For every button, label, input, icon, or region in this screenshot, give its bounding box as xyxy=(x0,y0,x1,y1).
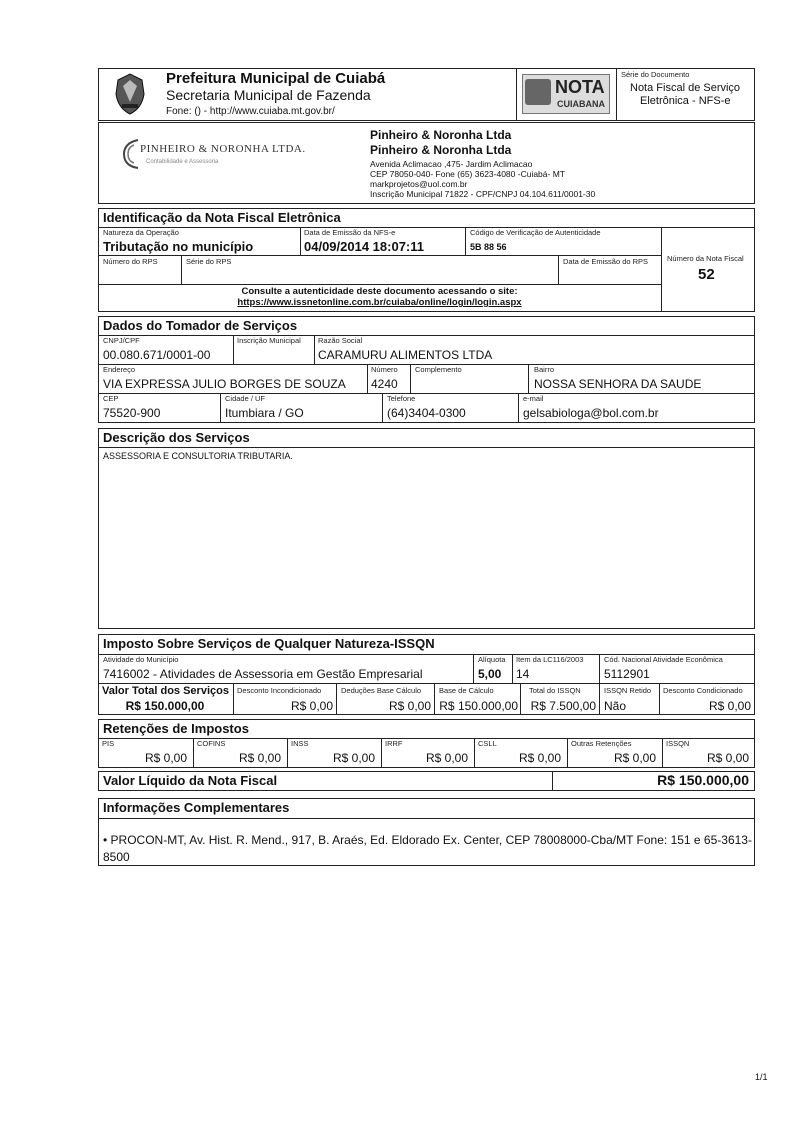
retido-value: Não xyxy=(604,699,627,713)
cep-label: CEP xyxy=(103,394,119,403)
atividade-label: Atividade do Município xyxy=(103,655,179,664)
endereco-value: VIA EXPRESSA JULIO BORGES DE SOUZA xyxy=(103,377,346,391)
serie-value-1: Nota Fiscal de Serviço xyxy=(630,82,741,94)
valor-total-value: R$ 150.000,00 xyxy=(125,699,205,713)
page-number: 1/1 xyxy=(755,1072,768,1082)
header-title: Prefeitura Municipal de Cuiabá xyxy=(166,70,386,87)
numero-nota-value: 52 xyxy=(698,266,715,283)
endereco-label: Endereço xyxy=(103,365,136,374)
emitter-name-1: Pinheiro & Noronha Ltda xyxy=(370,128,512,142)
retencao-value: R$ 0,00 xyxy=(613,751,656,765)
total-iss-label: Total do ISSQN xyxy=(529,686,581,695)
cidade-label: Cidade / UF xyxy=(225,394,266,403)
inscricao-label: Inscrição Municipal xyxy=(237,336,301,345)
cidade-value: Itumbiara / GO xyxy=(225,406,304,420)
logo-sub: CUIABANA xyxy=(557,99,605,109)
identificacao-title: Identificação da Nota Fiscal Eletrônica xyxy=(103,210,341,225)
numero-nota-label: Número da Nota Fiscal xyxy=(667,254,744,263)
retido-label: ISSQN Retido xyxy=(604,686,652,695)
rps-numero-label: Número do RPS xyxy=(103,257,158,266)
retencao-value: R$ 0,00 xyxy=(706,751,749,765)
aliquota-label: Alíquota xyxy=(478,655,506,664)
razao-value: CARAMURU ALIMENTOS LTDA xyxy=(318,348,493,362)
telefone-value: (64)3404-0300 xyxy=(387,406,466,420)
cod-value: 5112901 xyxy=(604,667,650,681)
coat-of-arms-icon xyxy=(112,72,148,116)
email-value[interactable]: gelsabiologa@bol.com.br xyxy=(523,406,659,420)
retencao-value: R$ 0,00 xyxy=(144,751,187,765)
razao-label: Razão Social xyxy=(318,336,363,345)
rps-data-label: Data de Emissão do RPS xyxy=(563,257,649,266)
consulte-text: Consulte a autenticidade deste documento acessando o site: xyxy=(241,286,518,297)
retencoes-title: Retenções de Impostos xyxy=(103,721,249,736)
desc-incond-label: Desconto Incondicionado xyxy=(237,686,322,695)
retencao-label: COFINS xyxy=(197,739,226,748)
liquido-label: Valor Líquido da Nota Fiscal xyxy=(103,773,278,788)
data-emissao-value: 04/09/2014 18:07:11 xyxy=(304,239,424,254)
logo-text: NOTA xyxy=(555,77,605,97)
cep-value: 75520-900 xyxy=(103,406,161,420)
header-subtitle: Secretaria Municipal de Fazenda xyxy=(166,87,371,103)
retencao-value: R$ 0,00 xyxy=(518,751,561,765)
natureza-value: Tributação no município xyxy=(103,239,254,254)
emitter-logo-tagline: Contabilidade e Assessoria xyxy=(146,159,219,165)
complemento-label: Complemento xyxy=(415,365,462,374)
emitter-address: Avenida Aclimacao ,475- Jardim Aclimacao xyxy=(370,159,533,169)
retencao-label: INSS xyxy=(291,739,309,748)
numero-value: 4240 xyxy=(371,377,398,391)
serie-label: Série do Documento xyxy=(621,70,690,79)
emitter-name-2: Pinheiro & Noronha Ltda xyxy=(370,143,512,157)
emitter-cep-fone: CEP 78050-040- Fone (65) 3623-4080 -Cuiabá- MT xyxy=(370,169,565,179)
atividade-value: 7416002 - Atividades de Assessoria em Gestão Empresarial xyxy=(103,667,423,681)
natureza-label: Natureza da Operação xyxy=(103,228,179,237)
descricao-text: ASSESSORIA E CONSULTORIA TRIBUTARIA. xyxy=(103,451,293,461)
liquido-value: R$ 150.000,00 xyxy=(657,772,749,788)
retencao-label: CSLL xyxy=(478,739,497,748)
codigo-label: Código de Verificação de Autenticidade xyxy=(470,228,601,237)
emitter-email: markprojetos@uol.com.br xyxy=(370,179,468,189)
retencao-label: ISSQN xyxy=(666,739,690,748)
consulte-link[interactable]: https://www.issnetonline.com.br/cuiaba/online/login/login.aspx xyxy=(237,297,522,308)
telefone-label: Telefone xyxy=(387,394,416,403)
emitter-logo xyxy=(118,137,338,177)
item-label: Item da LC116/2003 xyxy=(516,655,584,664)
desc-incond-value: R$ 0,00 xyxy=(290,699,333,713)
complementares-title: Informações Complementares xyxy=(103,800,290,815)
retencao-value: R$ 0,00 xyxy=(332,751,375,765)
emitter-inscricao: Inscrição Municipal 71822 - CPF/CNPJ 04.104.611/0001-30 xyxy=(370,189,596,199)
tomador-title: Dados do Tomador de Serviços xyxy=(103,318,298,333)
data-emissao-label: Data de Emissão da NFS-e xyxy=(304,228,396,237)
header-fone: Fone: () - http://www.cuiaba.mt.gov.br/ xyxy=(166,106,335,117)
total-iss-value: R$ 7.500,00 xyxy=(530,699,596,713)
nota-cuiabana-logo xyxy=(522,74,610,114)
deducoes-value: R$ 0,00 xyxy=(388,699,431,713)
rps-serie-label: Série do RPS xyxy=(186,257,232,266)
valor-total-label: Valor Total dos Serviços xyxy=(102,685,229,697)
retencao-label: Outras Retenções xyxy=(571,739,632,748)
item-value: 14 xyxy=(516,667,530,681)
aliquota-value: 5,00 xyxy=(478,667,502,681)
base-value: R$ 150.000,00 xyxy=(439,699,518,713)
cnpj-label: CNPJ/CPF xyxy=(103,336,140,345)
codigo-value: 5B 88 56 xyxy=(470,242,507,252)
cod-label: Cód. Nacional Atividade Econômica xyxy=(604,655,723,664)
desc-cond-value: R$ 0,00 xyxy=(708,699,751,713)
complementares-text: • PROCON-MT, Av. Hist. R. Mend., 917, B. Araés, Ed. Eldorado Ex. Center, CEP 78008000-Cba/MT Fone: 151 e 65-3613-8500 xyxy=(103,833,752,864)
base-label: Base de Cálculo xyxy=(439,686,494,695)
deducoes-label: Deduções Base Cálculo xyxy=(341,686,422,695)
bairro-label: Bairro xyxy=(534,365,555,374)
bairro-value: NOSSA SENHORA DA SAUDE xyxy=(534,377,702,391)
issqn-title: Imposto Sobre Serviços de Qualquer Natureza-ISSQN xyxy=(103,636,435,651)
serie-value-2: Eletrônica - NFS-e xyxy=(640,95,731,107)
email-label: e-mail xyxy=(523,394,544,403)
retencao-label: IRRF xyxy=(385,739,403,748)
retencao-value: R$ 0,00 xyxy=(238,751,281,765)
retencao-value: R$ 0,00 xyxy=(425,751,468,765)
descricao-title: Descrição dos Serviços xyxy=(103,430,250,445)
numero-label: Número xyxy=(371,365,398,374)
retencao-label: PIS xyxy=(102,739,115,748)
emitter-logo-name: PINHEIRO & NORONHA LTDA. xyxy=(140,143,306,155)
desc-cond-label: Desconto Condicionado xyxy=(663,686,743,695)
cnpj-value: 00.080.671/0001-00 xyxy=(103,348,211,362)
